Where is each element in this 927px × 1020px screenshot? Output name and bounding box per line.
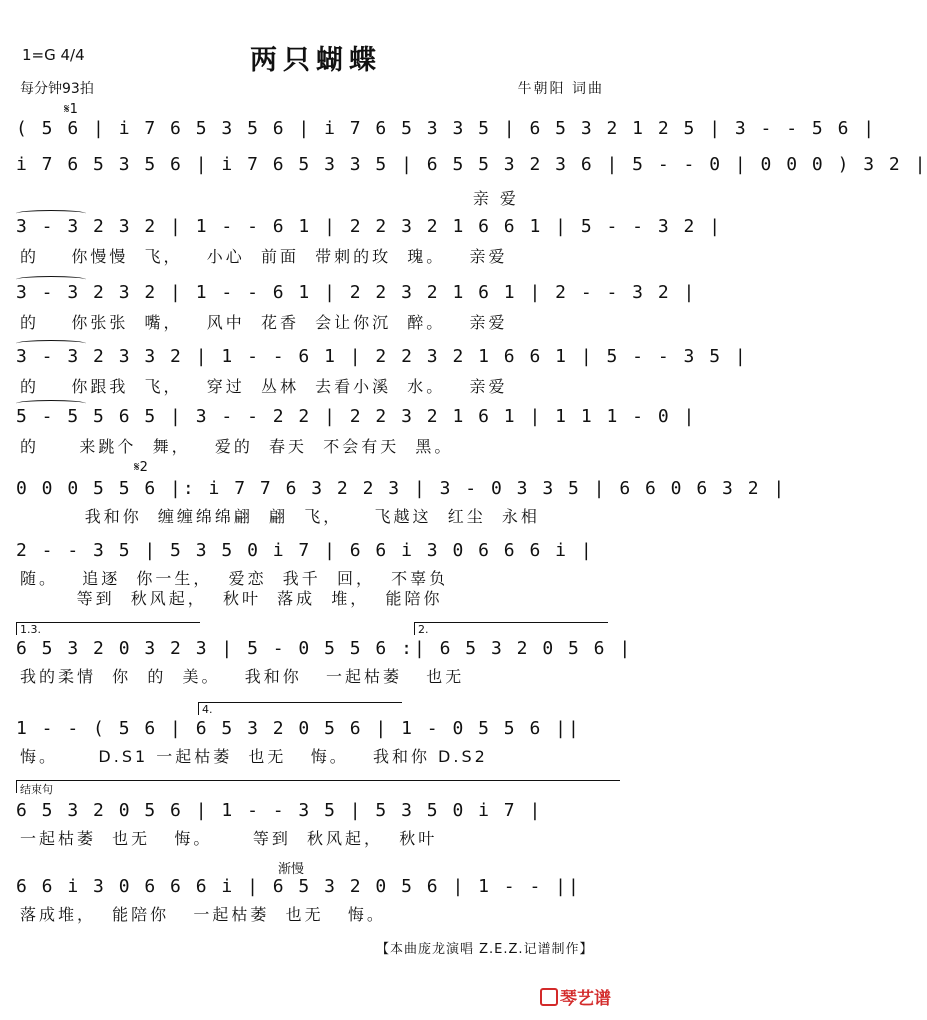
key-signature: 1=G 4/4 (22, 46, 85, 64)
composer-credit: 牛朝阳 词曲 (517, 81, 604, 97)
notation-line: 3 - 3 2 3 2 | 1 - - 6 1 | 2 2 3 2 1 6 6 1 | 5 - - 3 2 | (16, 216, 723, 237)
lyric-line: 的 你张张 嘴， 风中 花香 会让你沉 醉。 亲爱 (20, 313, 508, 332)
notation-line: 3 - 3 2 3 3 2 | 1 - - 6 1 | 2 2 3 2 1 6 6 1 | 5 - - 3 5 | (16, 346, 748, 367)
tempo-marking: 每分钟93拍 (20, 81, 94, 97)
logo-icon (540, 988, 558, 1006)
notation-line: 0 0 0 5 5 6 |: i 7 7 6 3 2 2 3 | 3 - 0 3 3 5 | 6 6 0 6 3 2 | (16, 478, 787, 499)
notation-line: 5 - 5 5 6 5 | 3 - - 2 2 | 2 2 3 2 1 6 1 | 1 1 1 - 0 | (16, 406, 697, 427)
lyric-line: 一起枯萎 也无 悔。 等到 秋风起， 秋叶 (20, 829, 438, 848)
lyric-line: 我的柔情 你 的 美。 我和你 一起枯萎 也无 (20, 667, 465, 686)
lyric-line: 落成堆， 能陪你 一起枯萎 也无 悔。 (20, 905, 386, 924)
notation-line: ( 5 6 | i 7 6 5 3 5 6 | i 7 6 5 3 3 5 | 6 5 3 2 1 2 5 | 3 - - 5 6 | (16, 118, 877, 139)
song-title: 两只蝴蝶 (250, 45, 382, 76)
notation-line: 6 5 3 2 0 3 2 3 | 5 - 0 5 5 6 :| 6 5 3 2 0 5 6 | (16, 638, 633, 659)
lyric-line: 亲 爱 (20, 189, 519, 208)
lyric-line: 随。 追逐 你一生， 爱恋 我千 回， 不辜负 (20, 569, 449, 588)
lyric-line: 悔。 D.S1 一起枯萎 也无 悔。 我和你 D.S2 (20, 747, 488, 766)
coda-ending-label: 结束句 (16, 780, 620, 793)
notation-line: 6 5 3 2 0 5 6 | 1 - - 3 5 | 5 3 5 0 i 7 | (16, 800, 543, 821)
logo-text: 琴艺谱 (560, 989, 611, 1009)
volta-second-ending: 2. (414, 622, 608, 635)
lyric-line: 的 来跳个 舞， 爱的 春天 不会有天 黑。 (20, 437, 454, 456)
segno-1-mark: 𝄋1 (64, 102, 78, 117)
ritardando-mark: 渐慢 (278, 862, 305, 877)
lyric-line: 的 你慢慢 飞， 小心 前面 带刺的玫 瑰。 亲爱 (20, 247, 508, 266)
notation-line: 2 - - 3 5 | 5 3 5 0 i 7 | 6 6 i 3 0 6 6 6 i | (16, 540, 594, 561)
lyric-line: 的 你跟我 飞， 穿过 丛林 去看小溪 水。 亲爱 (20, 377, 508, 396)
volta-fourth-ending: 4. (198, 702, 402, 715)
site-logo (540, 984, 611, 1009)
volta-first-ending: 1.3. (16, 622, 200, 635)
notation-line: 6 6 i 3 0 6 6 6 i | 6 5 3 2 0 5 6 | 1 - - || (16, 876, 581, 897)
segno-2-mark: 𝄋2 (134, 460, 148, 475)
notation-line: i 7 6 5 3 5 6 | i 7 6 5 3 3 5 | 6 5 5 3 2 3 6 | 5 - - 0 | 0 0 0 ) 3 2 | (16, 154, 927, 175)
lyric-line: 我和你 缠缠绵绵翩 翩 飞， 飞越这 红尘 永相 (20, 507, 540, 526)
notation-line: 1 - - ( 5 6 | 6 5 3 2 0 5 6 | 1 - 0 5 5 6 || (16, 718, 581, 739)
notation-line: 3 - 3 2 3 2 | 1 - - 6 1 | 2 2 3 2 1 6 1 | 2 - - 3 2 | (16, 282, 697, 303)
lyric-line-verse-2: 等到 秋风起， 秋叶 落成 堆， 能陪你 (20, 589, 443, 608)
transcription-credit: 【本曲庞龙演唱 Z.E.Z.记谱制作】 (376, 942, 594, 957)
